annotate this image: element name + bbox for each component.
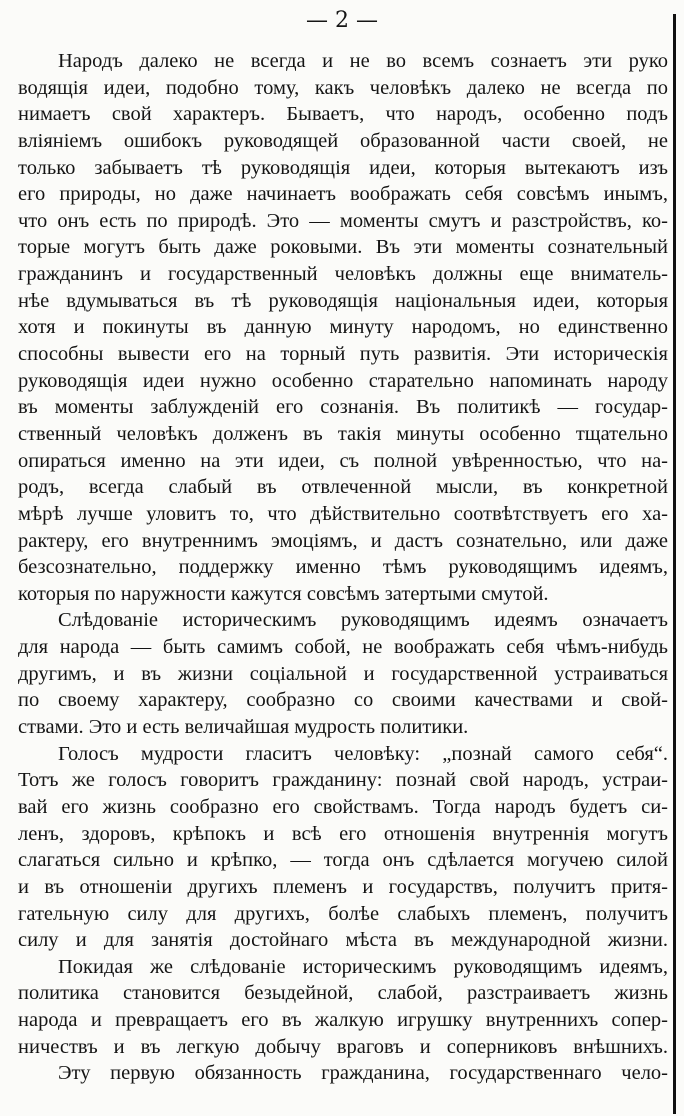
text-line: Эту первую обязанность гражданина, государственнаго чело- xyxy=(58,1062,668,1085)
text-line: нимаетъ свой характеръ. Бываетъ, что народъ, особенно подъ xyxy=(18,103,668,126)
text-line: которыя по наружности кажутся совсѣмъ затертыми смутой. xyxy=(18,582,549,605)
text-line: другимъ, и въ жизни соціальной и государственной устраиваться xyxy=(18,662,668,685)
text-line: для народа — быть самимъ собой, не воображать себя чѣмъ-нибудь xyxy=(18,636,668,659)
text-line: ствами. Это и есть величайшая мудрость политики. xyxy=(18,716,469,739)
text-line: гательную силу для другихъ, болѣе слабыхъ племенъ, получитъ xyxy=(18,902,668,925)
text-line: силу и для занятія достойнаго мѣста въ международной жизни. xyxy=(18,929,668,952)
text-line: что онъ есть по природѣ. Это — моменты смутъ и разстройствъ, ко- xyxy=(18,209,668,232)
body-text xyxy=(18,48,668,1087)
page-number: — 2 — xyxy=(306,8,378,33)
text-line: только забываетъ тѣ руководящія идеи, которыя вытекаютъ изъ xyxy=(18,156,668,179)
text-line: Тотъ же голосъ говоритъ гражданину: познай свой народъ, устраи- xyxy=(18,769,668,792)
text-line: мѣрѣ лучше уловитъ то, что дѣйствительно соотвѣтствуетъ его ха- xyxy=(18,502,668,525)
text-line: ственный человѣкъ долженъ въ такія минуты особенно тщательно xyxy=(18,422,668,445)
text-line: политика становится безыдейной, слабой, разстраиваетъ жизнь xyxy=(18,982,668,1005)
text-line: способны вывести его на торный путь развитія. Эти историческія xyxy=(18,343,668,366)
text-line: Покидая же слѣдованіе историческимъ руководящимъ идеямъ, xyxy=(58,955,668,978)
text-line: рактеру, его внутреннимъ эмоціямъ, и дастъ сознательно, или даже xyxy=(18,529,668,552)
text-line: Народъ далеко не всегда и не во всемъ сознаетъ эти руко xyxy=(58,50,668,72)
text-line: въ моменты заблужденій его сознанія. Въ политикѣ — государ- xyxy=(18,396,668,419)
text-line: руководящія идеи нужно особенно старательно напоминать народу xyxy=(18,369,668,392)
text-line: Слѣдованіе историческимъ руководящимъ идеямъ означаетъ xyxy=(58,609,668,632)
text-line: безсознательно, поддержку именно тѣмъ руководящимъ идеямъ, xyxy=(18,556,668,579)
text-line: нѣе вдумываться въ тѣ руководящія національныя идеи, которыя xyxy=(18,289,668,312)
text-line: по своему характеру, сообразно со своими качествами и свой- xyxy=(18,689,668,712)
text-line: родъ, всегда слабый въ отвлеченной мысли, въ конкретной xyxy=(18,476,668,499)
text-line: торые могутъ быть даже роковыми. Въ эти моменты сознательный xyxy=(18,236,668,259)
text-line: народа и превращаетъ его въ жалкую игрушку внутреннихъ сопер- xyxy=(18,1009,668,1032)
text-line: водящія идеи, подобно тому, какъ человѣкъ далеко не всегда по xyxy=(18,76,668,99)
text-line: и въ отношеніи другихъ племенъ и государствъ, получитъ притя- xyxy=(18,875,668,898)
text-line: вліяніемъ ошибокъ руководящей образованной части своей, не xyxy=(18,129,668,152)
binding-edge-rule xyxy=(673,14,676,1114)
text-line: его природы, но даже начинаетъ воображать себя совсѣмъ инымъ, xyxy=(18,183,668,206)
text-line: вай его жизнь сообразно его свойствамъ. Тогда народъ будетъ си- xyxy=(18,795,668,818)
text-line: хотя и покинуты въ данную минуту народомъ, но единственно xyxy=(18,316,668,339)
text-line: ленъ, здоровъ, крѣпокъ и всѣ его отношенія внутреннія могутъ xyxy=(18,822,668,845)
text-line: ничествъ и въ легкую добычу враговъ и соперниковъ внѣшнихъ. xyxy=(18,1035,668,1058)
text-line: опираться именно на эти идеи, съ полной увѣренностью, что на- xyxy=(18,449,668,472)
text-line: Голосъ мудрости гласитъ человѣку: „познай самого себя“. xyxy=(58,742,668,765)
text-line: слагаться сильно и крѣпко, — тогда онъ сдѣлается могучею силой xyxy=(18,849,668,872)
text-line: гражданинъ и государственный человѣкъ должны еще вниматель- xyxy=(18,263,668,286)
